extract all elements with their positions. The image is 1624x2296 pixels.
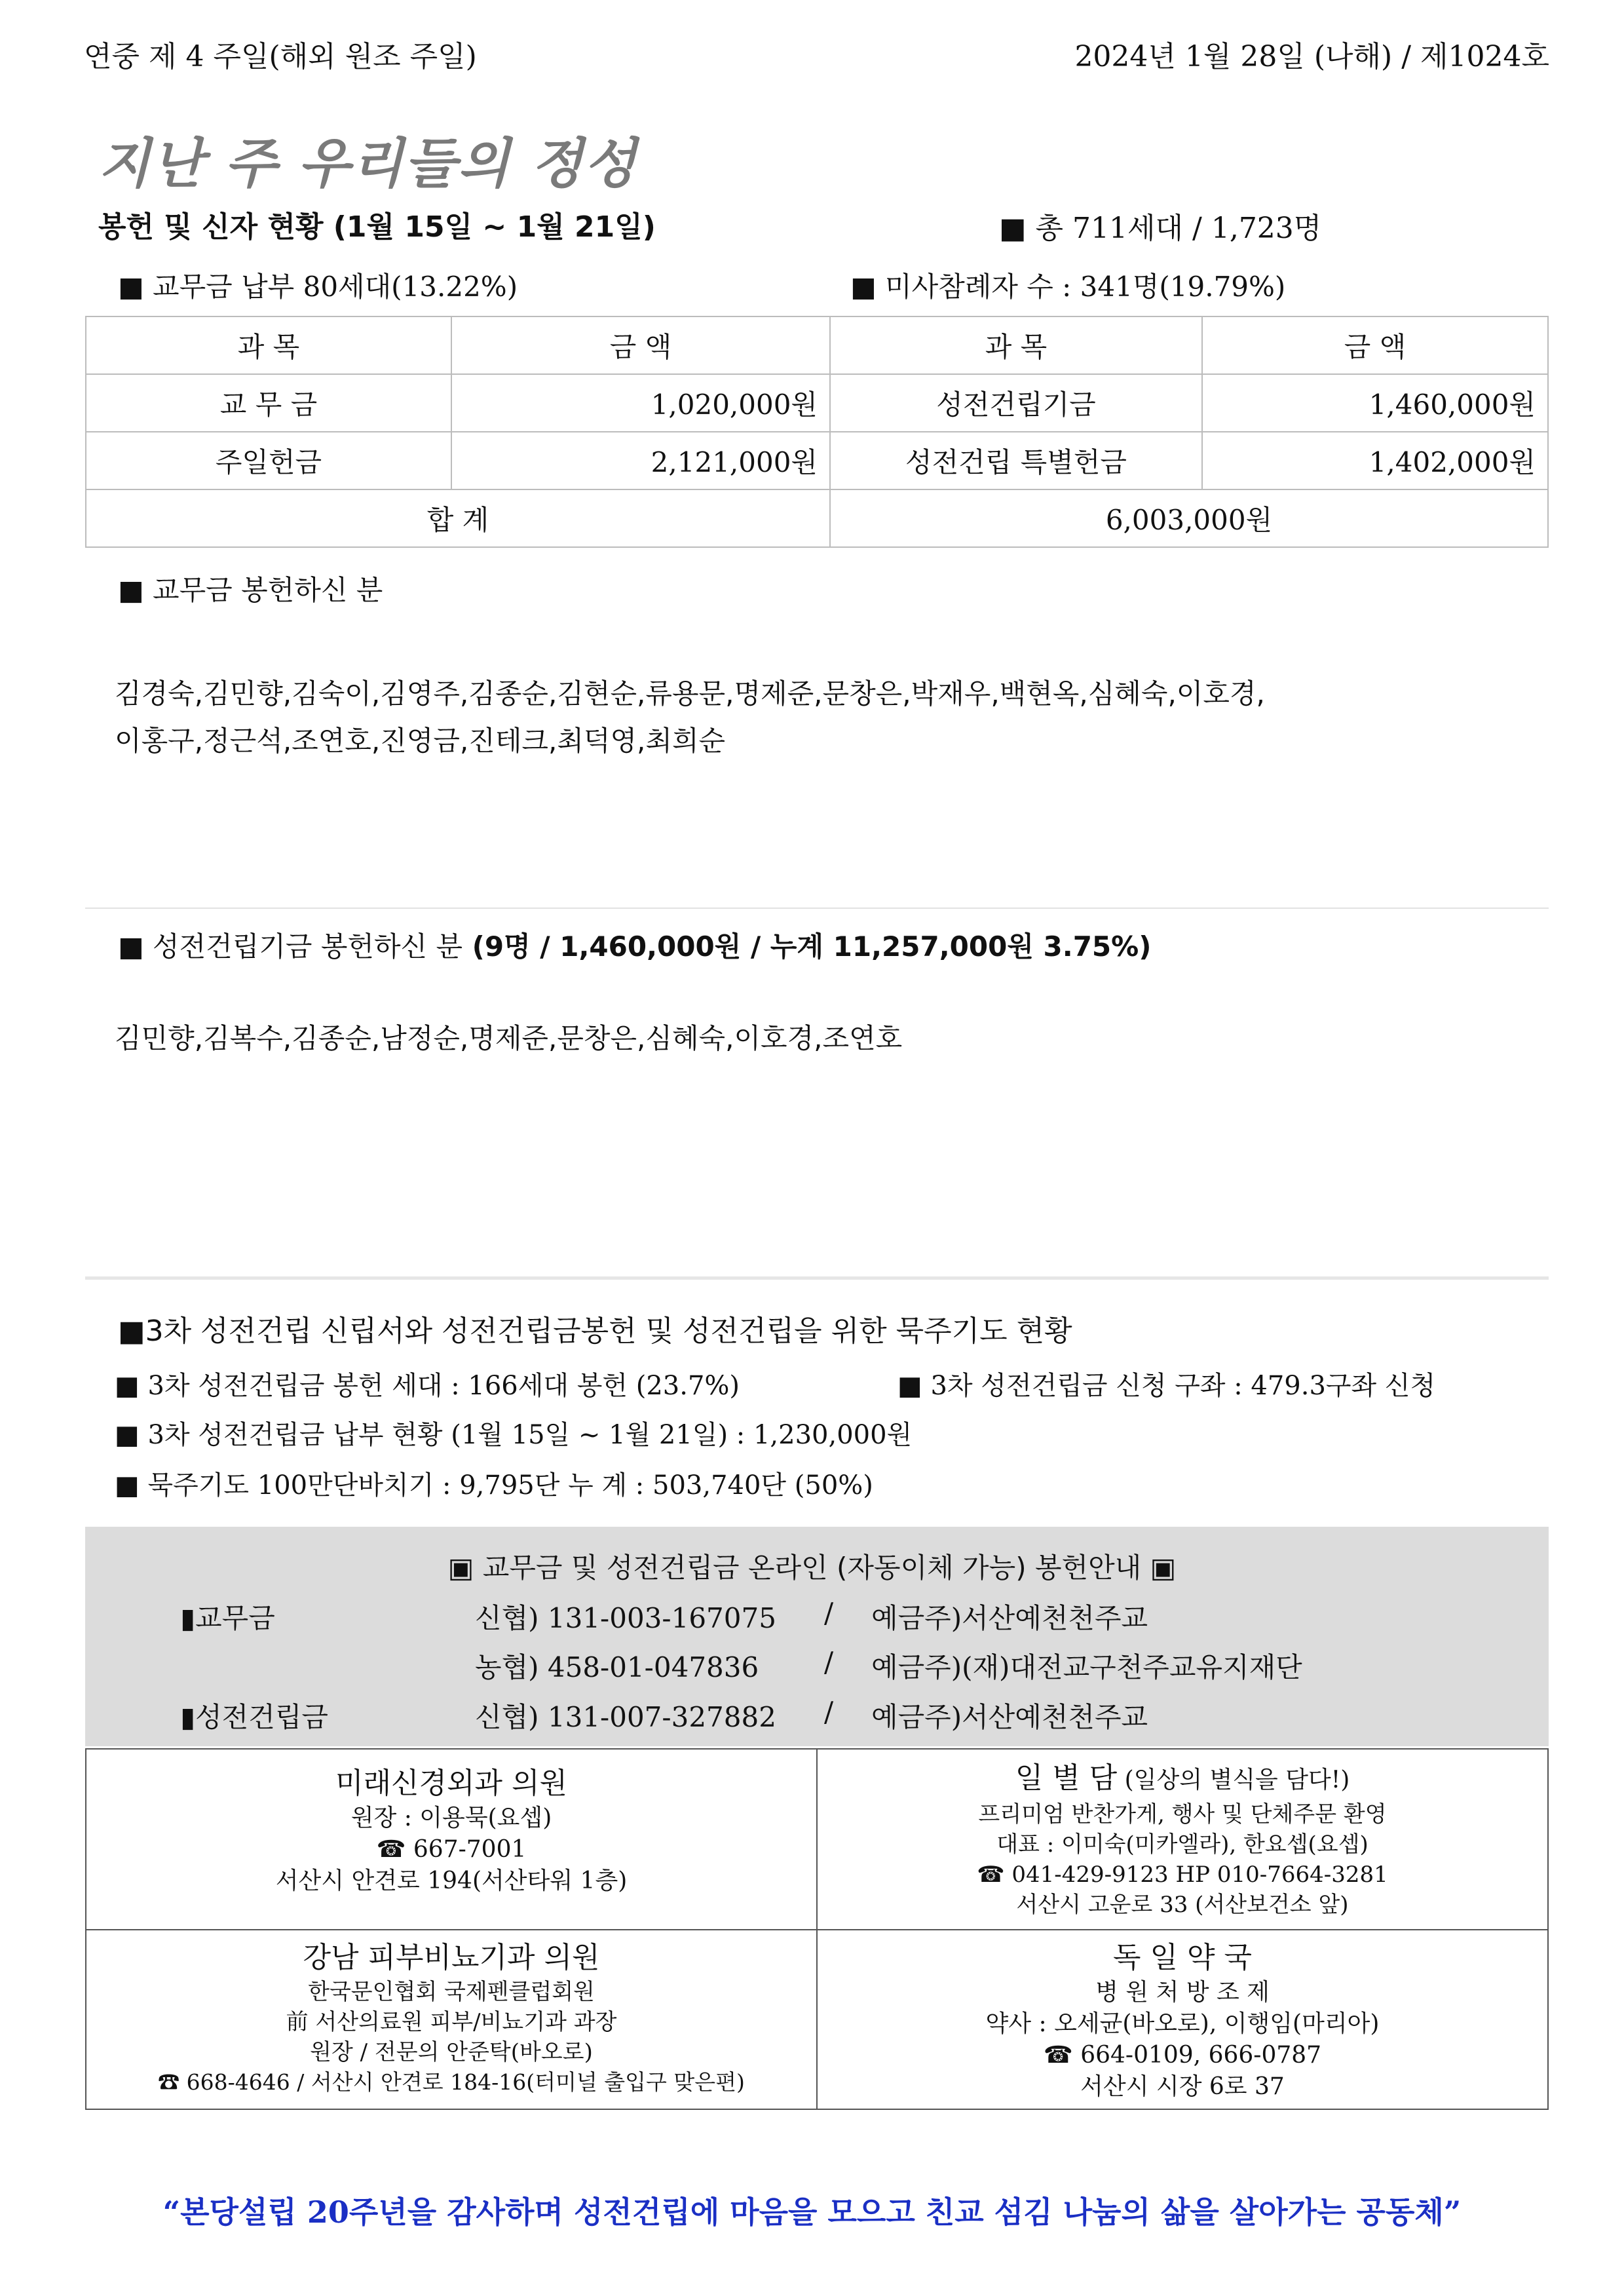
third-item1b: ■ 3차 성전건립금 신청 구좌 : 479.3구좌 신청	[897, 1371, 1436, 1401]
amount-building-special: 1,402,000원	[1202, 432, 1548, 489]
item-building-fund: 성전건립기금	[830, 374, 1202, 432]
divider-thick	[85, 1276, 1549, 1280]
online-account-2: 농협) 458-01-047836	[475, 1651, 759, 1683]
dues-count: ■ 교무금 납부 80세대(13.22%)	[118, 271, 518, 303]
item-building-special: 성전건립 특별헌금	[830, 432, 1202, 489]
table-header-row	[86, 316, 1548, 374]
total-label: 합 계	[86, 489, 830, 547]
building-heading	[118, 925, 1151, 965]
dues-names-line2: 이홍구,정근석,조연호,진영금,진테크,최덕영,최희순	[115, 725, 726, 757]
ad2-title-wrap	[818, 1759, 1547, 1799]
building-names-line1: 김민향,김복수,김종순,남정순,명제준,문창은,심혜숙,이호경,조연호	[115, 1022, 903, 1054]
online-slash-1: /	[824, 1597, 834, 1629]
absent-count: ■ 미사참례자 수 : 341명(19.79%)	[850, 271, 1286, 303]
header-right: 2024년 1월 28일 (나해) / 제1024호	[1074, 40, 1549, 73]
ad1-line1: 원장 : 이용묵(요셉)	[350, 1805, 552, 1831]
ad3-line3: 원장 / 전문의 안준탁(바오로)	[310, 2039, 593, 2065]
parish-motto: “본당설립 20주년을 감사하며 성전건립에 마음을 모으고 친교 섬김 나눔의 삶을 살아가는 공동체”	[162, 2194, 1462, 2230]
ad1-address: 서산시 안견로 194(서산타워 1층)	[275, 1867, 628, 1894]
col-amount-right: 금 액	[1202, 316, 1548, 374]
col-amount-left: 금 액	[451, 316, 830, 374]
header-left: 연중 제 4 주일(해외 원조 주일)	[84, 40, 477, 73]
ad-clinic-derm	[86, 1930, 817, 2109]
page-title: 지난 주 우리들의 정성	[98, 133, 637, 195]
table-total-row	[86, 489, 1548, 547]
online-account-1: 신협) 131-003-167075	[475, 1602, 776, 1634]
ad3-title: 강남 피부비뇨기과 의원	[303, 1941, 600, 1974]
ad3-phone-address: ☎ 668-4646 / 서산시 안견로 184-16(터미널 출입구 맞은편)	[158, 2069, 745, 2095]
building-heading-label: ■ 성전건립기금 봉헌하신 분	[118, 930, 463, 963]
table-row	[86, 374, 1548, 432]
ad2-line2: 대표 : 이미숙(미카엘라), 한요셉(요셉)	[996, 1831, 1369, 1858]
ad4-phone: ☎ 664-0109, 666-0787	[1043, 2042, 1322, 2069]
ad2-title: 일 별 담	[1015, 1761, 1118, 1795]
dues-names-line1: 김경숙,김민향,김숙이,김영주,김종순,김현순,류용문,명제준,문창은,박재우,백현옥,심혜숙,이호경,	[115, 678, 1265, 710]
dues-heading: ■ 교무금 봉헌하신 분	[118, 574, 383, 606]
online-label-dues: ▮교무금	[180, 1602, 275, 1634]
amount-dues: 1,020,000원	[451, 374, 830, 432]
ad3-line1: 한국문인협회 국제펜클럽회원	[308, 1979, 595, 2005]
ad3-line2: 前 서산의료원 피부/비뇨기과 과장	[286, 2009, 617, 2035]
col-item-right: 과 목	[830, 316, 1202, 374]
building-heading-stats: (9명 / 1,460,000원 / 누계 11,257,000원 3.75%)	[463, 930, 1152, 963]
item-sunday-offering: 주일헌금	[86, 432, 451, 489]
offering-table	[85, 316, 1549, 548]
amount-sunday-offering: 2,121,000원	[451, 432, 830, 489]
ad4-title: 독 일 약 국	[1113, 1941, 1252, 1974]
ad-side-dish-shop	[817, 1749, 1548, 1930]
ad-pharmacy	[817, 1930, 1548, 2109]
online-label-building: ▮성전건립금	[180, 1701, 328, 1733]
third-item1: ■ 3차 성전건립금 봉헌 세대 : 166세대 봉헌 (23.7%)	[115, 1371, 740, 1401]
ad1-phone: ☎ 667-7001	[376, 1836, 527, 1863]
online-slash-3: /	[824, 1696, 834, 1728]
total-households: ■ 총 711세대 / 1,723명	[999, 212, 1322, 245]
divider	[85, 908, 1549, 909]
third-heading: ■3차 성전건립 신립서와 성전건립금봉헌 및 성전건립을 위한 묵주기도 현황	[118, 1314, 1072, 1348]
online-holder-3: 예금주)서산예천천주교	[871, 1701, 1148, 1733]
ads-table	[85, 1748, 1549, 2110]
ad4-line1: 병 원 처 방 조 제	[1095, 1979, 1270, 2006]
amount-building-fund: 1,460,000원	[1202, 374, 1548, 432]
period-title: 봉헌 및 신자 현황 (1월 15일 ~ 1월 21일)	[98, 210, 656, 244]
item-dues: 교 무 금	[86, 374, 451, 432]
total-value: 6,003,000원	[830, 489, 1548, 547]
ad2-phone: ☎ 041-429-9123 HP 010-7664-3281	[977, 1862, 1388, 1888]
ad-clinic-neuro	[86, 1749, 817, 1930]
online-slash-2: /	[824, 1646, 834, 1678]
third-item3: ■ 묵주기도 100만단바치기 : 9,795단 누 계 : 503,740단 (50%)	[115, 1470, 873, 1501]
ad2-title-sub: (일상의 별식을 담다!)	[1117, 1767, 1350, 1793]
online-heading: ▣ 교무금 및 성전건립금 온라인 (자동이체 가능) 봉헌안내 ▣	[447, 1552, 1177, 1584]
ad2-address: 서산시 고운로 33 (서산보건소 앞)	[1016, 1892, 1349, 1918]
third-item2: ■ 3차 성전건립금 납부 현황 (1월 15일 ~ 1월 21일) : 1,230,000원	[115, 1420, 913, 1450]
table-row	[86, 432, 1548, 489]
ad4-address: 서산시 시장 6로 37	[1080, 2073, 1285, 2100]
ad2-line1: 프리미엄 반찬가게, 행사 및 단체주문 환영	[978, 1801, 1387, 1827]
ad1-title: 미래신경외과 의원	[335, 1767, 568, 1800]
online-account-3: 신협) 131-007-327882	[475, 1701, 776, 1733]
online-holder-2: 예금주)(재)대전교구천주교유지재단	[871, 1651, 1302, 1683]
online-holder-1: 예금주)서산예천천주교	[871, 1602, 1148, 1634]
col-item-left: 과 목	[86, 316, 451, 374]
ad4-line2: 약사 : 오세균(바오로), 이행임(마리아)	[985, 2010, 1380, 2037]
